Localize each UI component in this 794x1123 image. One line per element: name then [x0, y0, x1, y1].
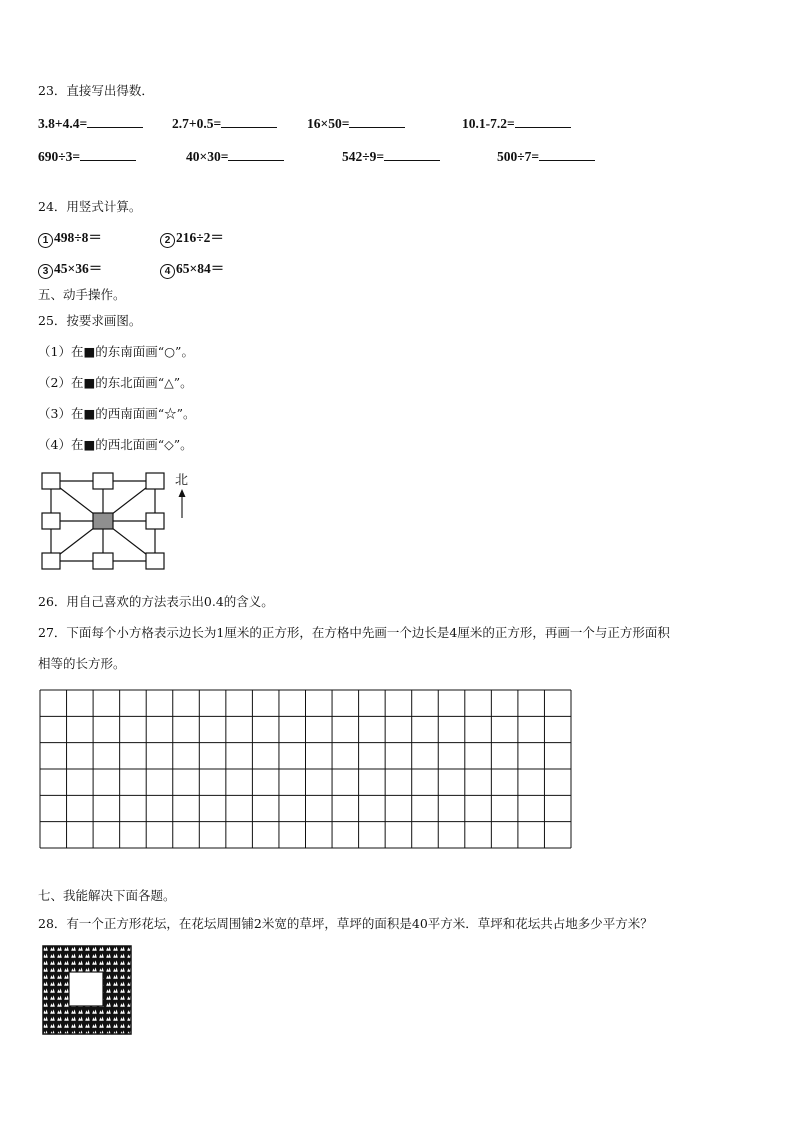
box-northeast[interactable] [146, 473, 164, 489]
q25-title: 25．按要求画图。 [38, 313, 142, 328]
q24-item4 [160, 261, 224, 279]
circled-number: 1 [38, 233, 53, 248]
circled-number: 3 [38, 264, 53, 279]
box-north[interactable] [93, 473, 113, 489]
q25-item3: （3）在■的西南面画“☆”。 [38, 406, 196, 421]
q24-item3 [38, 261, 102, 279]
section-5-heading: 五、动手操作。 [38, 287, 126, 302]
north-label: 北 [175, 473, 189, 488]
flowerbed-lawn-figure [42, 945, 134, 1037]
q23-r1-item2 [172, 115, 277, 132]
circled-number: 4 [160, 264, 175, 279]
flowerbed-square [69, 972, 103, 1006]
q25-item4: （4）在■的西北面画“◇”。 [38, 437, 193, 452]
q23-r2-item3 [342, 148, 440, 165]
box-southwest[interactable] [42, 553, 60, 569]
answer-blank[interactable] [539, 148, 595, 161]
answer-blank[interactable] [221, 115, 277, 128]
box-west[interactable] [42, 513, 60, 529]
box-east[interactable] [146, 513, 164, 529]
q24-expr: 216÷2＝ [176, 230, 224, 245]
section-7-heading: 七、我能解决下面各题。 [38, 888, 176, 903]
q23-r1-expr2: 2.7+0.5= [172, 116, 222, 131]
answer-blank[interactable] [87, 115, 143, 128]
answer-blank[interactable] [384, 148, 440, 161]
q23-r2-item4 [497, 148, 595, 165]
q23-r2-expr3: 542÷9= [342, 149, 385, 164]
answer-blank[interactable] [228, 148, 284, 161]
q23-r1-item3 [307, 115, 405, 132]
answer-blank[interactable] [515, 115, 571, 128]
box-southeast[interactable] [146, 553, 164, 569]
q23-r1-item1 [38, 115, 143, 132]
q24-expr: 498÷8＝ [54, 230, 102, 245]
north-arrow-icon [179, 489, 186, 518]
direction-diagram [36, 464, 196, 576]
drawing-grid[interactable] [39, 689, 572, 849]
q27-line1: 27．下面每个小方格表示边长为1厘米的正方形，在方格中先画一个边长是4厘米的正方形，再画一个与正方形面积 [38, 625, 670, 640]
q23-r2-item2 [186, 148, 284, 165]
q23-r2-expr4: 500÷7= [497, 149, 540, 164]
q24-title: 24．用竖式计算。 [38, 199, 142, 214]
circled-number: 2 [160, 233, 175, 248]
box-south[interactable] [93, 553, 113, 569]
q27-line2: 相等的长方形。 [38, 656, 126, 671]
q28-title: 28．有一个正方形花坛，在花坛周围铺2米宽的草坪，草坪的面积是40平方米．草坪和花坛共占地多少平方米？ [38, 916, 653, 931]
q24-item2 [160, 230, 224, 248]
center-gray-square [93, 513, 113, 529]
q25-item1: （1）在■的东南面画“○”。 [38, 344, 194, 359]
q25-item2: （2）在■的东北面画“△”。 [38, 375, 193, 390]
q23-r1-expr1: 3.8+4.4= [38, 116, 88, 131]
q23-r2-expr1: 690÷3= [38, 149, 81, 164]
q23-r2-expr2: 40×30= [186, 149, 229, 164]
q23-r1-item4 [462, 115, 571, 132]
answer-blank[interactable] [349, 115, 405, 128]
q24-expr: 45×36＝ [54, 261, 103, 276]
q26-title: 26．用自己喜欢的方法表示出0.4的含义。 [38, 594, 274, 609]
q24-item1 [38, 230, 102, 248]
q23-title: 23．直接写出得数． [38, 83, 154, 98]
box-northwest[interactable] [42, 473, 60, 489]
q24-expr: 65×84＝ [176, 261, 225, 276]
q23-r2-item1 [38, 148, 136, 165]
q23-r1-expr4: 10.1-7.2= [462, 116, 515, 131]
answer-blank[interactable] [80, 148, 136, 161]
q23-r1-expr3: 16×50= [307, 116, 350, 131]
